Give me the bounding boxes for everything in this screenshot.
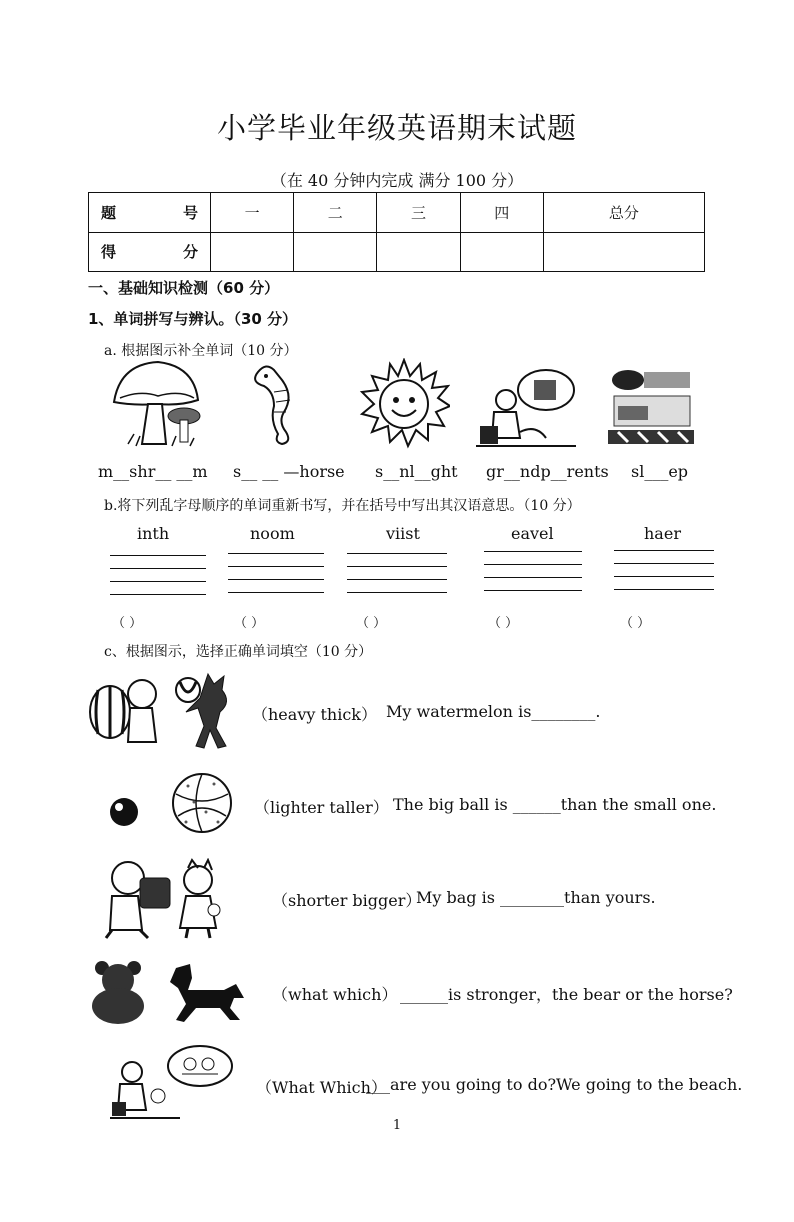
meaning-parenthesis[interactable]: （ ） xyxy=(234,616,265,631)
scrambled-word: haer xyxy=(644,524,681,543)
writing-line[interactable] xyxy=(484,590,582,591)
writing-line[interactable] xyxy=(614,589,714,590)
writing-line[interactable] xyxy=(614,550,714,551)
writing-line[interactable] xyxy=(347,553,447,554)
writing-line[interactable] xyxy=(110,581,206,582)
writing-line[interactable] xyxy=(228,592,324,593)
page-title: 小学毕业年级英语期末试题 xyxy=(216,111,577,145)
watermelon-icon xyxy=(86,668,242,752)
writing-line[interactable] xyxy=(614,563,714,564)
column-header: 三 xyxy=(377,193,460,233)
column-header: 四 xyxy=(460,193,543,233)
page-subtitle: （在 40 分钟内完成 满分 100 分） xyxy=(270,171,524,190)
bear-horse-icon xyxy=(84,958,248,1026)
column-header: 总分 xyxy=(543,193,704,233)
option-pair: （What Which） xyxy=(256,1078,387,1097)
writing-line[interactable] xyxy=(347,592,447,593)
writing-line[interactable] xyxy=(484,551,582,552)
fill-sentence[interactable]: My watermelon is________. xyxy=(386,702,601,721)
meaning-parenthesis[interactable]: （ ） xyxy=(488,616,519,631)
row-header-number: 题 号 xyxy=(89,193,211,233)
part-b-heading: b.将下列乱字母顺序的单词重新书写，并在括号中写出其汉语意思。（10 分） xyxy=(104,498,581,514)
score-cell[interactable] xyxy=(460,232,543,272)
grandparents-icon xyxy=(476,366,576,448)
part-heading: 1、单词拼写与辨认。（30 分） xyxy=(88,310,298,328)
fill-sentence[interactable]: The big ball is ______than the small one. xyxy=(393,795,717,814)
writing-line[interactable] xyxy=(110,555,206,556)
scrambled-word: viist xyxy=(386,524,420,543)
writing-line[interactable] xyxy=(228,566,324,567)
part-c-heading: c、根据图示，选择正确单词填空（10 分） xyxy=(104,644,373,660)
fill-sentence[interactable]: ___are you going to do?We going to the beach. xyxy=(366,1075,743,1094)
fill-word: sl___ep xyxy=(631,462,689,481)
score-cell[interactable] xyxy=(377,232,460,272)
column-header: 一 xyxy=(211,193,294,233)
scrambled-word: inth xyxy=(137,524,170,543)
writing-line[interactable] xyxy=(484,577,582,578)
seahorse-icon xyxy=(244,362,310,448)
writing-line[interactable] xyxy=(228,579,324,580)
writing-line[interactable] xyxy=(228,553,324,554)
writing-line[interactable] xyxy=(614,576,714,577)
part-a-heading: a. 根据图示补全单词（10 分） xyxy=(104,343,298,359)
family-icon xyxy=(110,1044,236,1120)
score-cell[interactable] xyxy=(294,232,377,272)
writing-line[interactable] xyxy=(347,579,447,580)
meaning-parenthesis[interactable]: （ ） xyxy=(356,616,387,631)
mushroom-icon xyxy=(110,360,202,450)
fill-word: s__nl__ght xyxy=(375,462,458,481)
option-pair: （what which） xyxy=(272,985,398,1004)
scrambled-word: eavel xyxy=(511,524,554,543)
fill-sentence[interactable]: ______is stronger，the bear or the horse? xyxy=(400,985,733,1004)
writing-line[interactable] xyxy=(484,564,582,565)
section-heading: 一、基础知识检测（60 分） xyxy=(88,279,280,297)
score-table xyxy=(88,192,705,272)
option-pair: （heavy thick） xyxy=(252,705,377,724)
score-cell[interactable] xyxy=(211,232,294,272)
page-number: 1 xyxy=(392,1118,402,1133)
writing-line[interactable] xyxy=(347,566,447,567)
score-cell[interactable] xyxy=(543,232,704,272)
option-pair: （shorter bigger） xyxy=(272,891,422,910)
writing-line[interactable] xyxy=(110,594,206,595)
row-header-score: 得 分 xyxy=(89,232,211,272)
meaning-parenthesis[interactable]: （ ） xyxy=(620,616,651,631)
fill-word: s__ __ —horse xyxy=(233,462,345,481)
table-row xyxy=(89,232,705,272)
fill-word: m__shr__ __m xyxy=(98,462,208,481)
meaning-parenthesis[interactable]: （ ） xyxy=(112,616,143,631)
fill-word: gr__ndp__rents xyxy=(486,462,609,481)
bag-icon xyxy=(98,858,238,942)
sun-icon xyxy=(358,358,450,450)
fill-sentence[interactable]: My bag is ________than yours. xyxy=(416,888,656,907)
scrambled-word: noom xyxy=(250,524,295,543)
column-header: 二 xyxy=(294,193,377,233)
option-pair: （lighter taller） xyxy=(254,798,389,817)
writing-line[interactable] xyxy=(110,568,206,569)
table-row xyxy=(89,193,705,233)
sleep-icon xyxy=(608,366,694,444)
ball-icon xyxy=(106,772,234,834)
